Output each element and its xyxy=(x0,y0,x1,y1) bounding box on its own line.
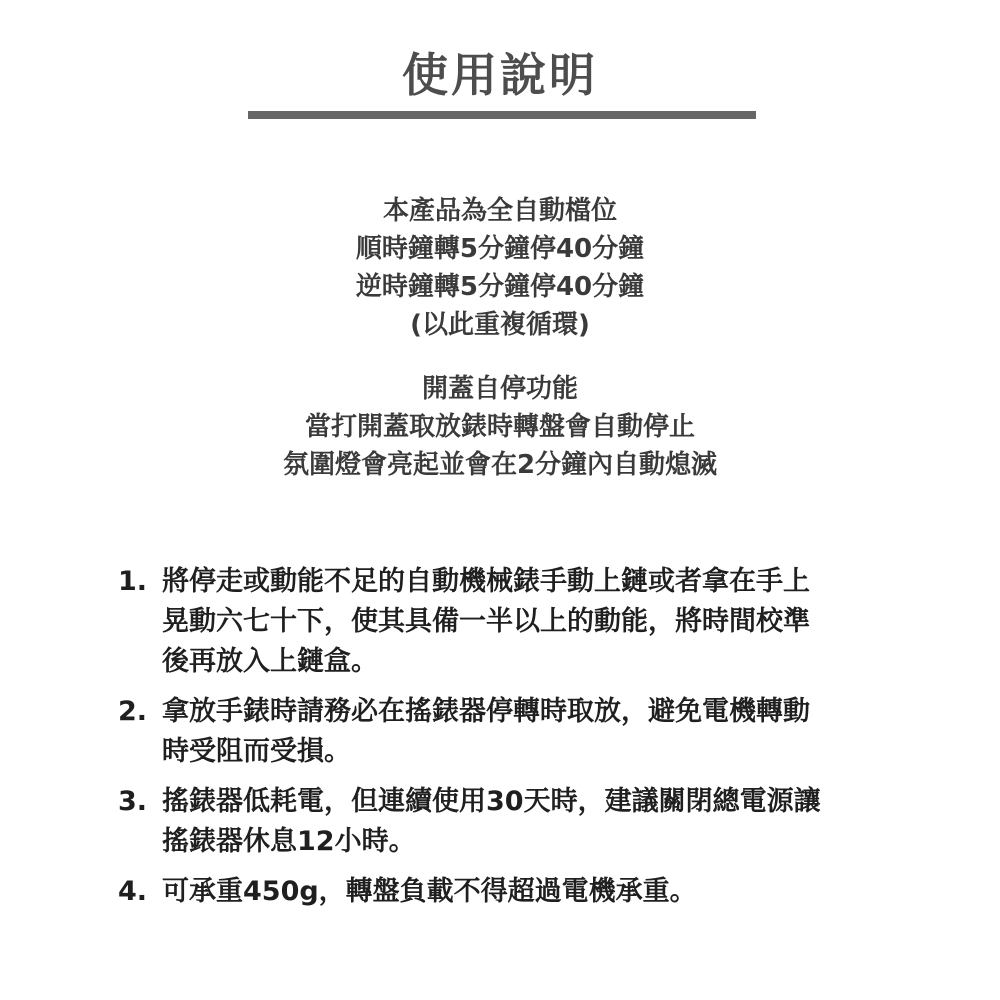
intro-line: 逆時鐘轉5分鐘停40分鐘 xyxy=(355,272,645,302)
note-item xyxy=(118,872,898,912)
note-line: 可承重450g，轉盤負載不得超過電機承重。 xyxy=(162,876,697,907)
page-title: 使用說明 xyxy=(402,48,598,102)
note-text xyxy=(162,872,898,912)
feature-line: 當打開蓋取放錶時轉盤會自動停止 xyxy=(304,412,695,442)
note-number: 4. xyxy=(118,876,148,907)
intro-line: (以此重複循環) xyxy=(410,310,590,340)
note-text xyxy=(162,562,898,682)
notes-list xyxy=(118,562,898,912)
note-line: 後再放入上鏈盒。 xyxy=(162,646,378,677)
note-line: 搖錶器休息12小時。 xyxy=(162,826,416,857)
note-text xyxy=(162,782,898,862)
note-number: 1. xyxy=(118,566,148,597)
title-divider xyxy=(248,111,756,119)
intro-block xyxy=(0,192,1000,344)
note-line: 拿放手錶時請務必在搖錶器停轉時取放，避免電機轉動 xyxy=(162,696,810,727)
feature-block xyxy=(0,370,1000,484)
intro-line: 本產品為全自動檔位 xyxy=(382,196,617,226)
note-item xyxy=(118,782,898,862)
note-item xyxy=(118,692,898,772)
note-line: 時受阻而受損。 xyxy=(162,736,351,767)
intro-line: 順時鐘轉5分鐘停40分鐘 xyxy=(355,234,645,264)
title-section xyxy=(0,30,1000,120)
note-number: 3. xyxy=(118,786,148,817)
feature-line: 氛圍燈會亮起並會在2分鐘內自動熄滅 xyxy=(282,450,718,480)
note-line: 搖錶器低耗電，但連續使用30天時，建議關閉總電源讓 xyxy=(162,786,821,817)
note-text xyxy=(162,692,898,772)
note-item xyxy=(118,562,898,682)
note-line: 將停走或動能不足的自動機械錶手動上鏈或者拿在手上 xyxy=(162,566,810,597)
note-number: 2. xyxy=(118,696,148,727)
note-line: 晃動六七十下，使其具備一半以上的動能，將時間校準 xyxy=(162,606,810,637)
feature-line: 開蓋自停功能 xyxy=(421,374,578,404)
